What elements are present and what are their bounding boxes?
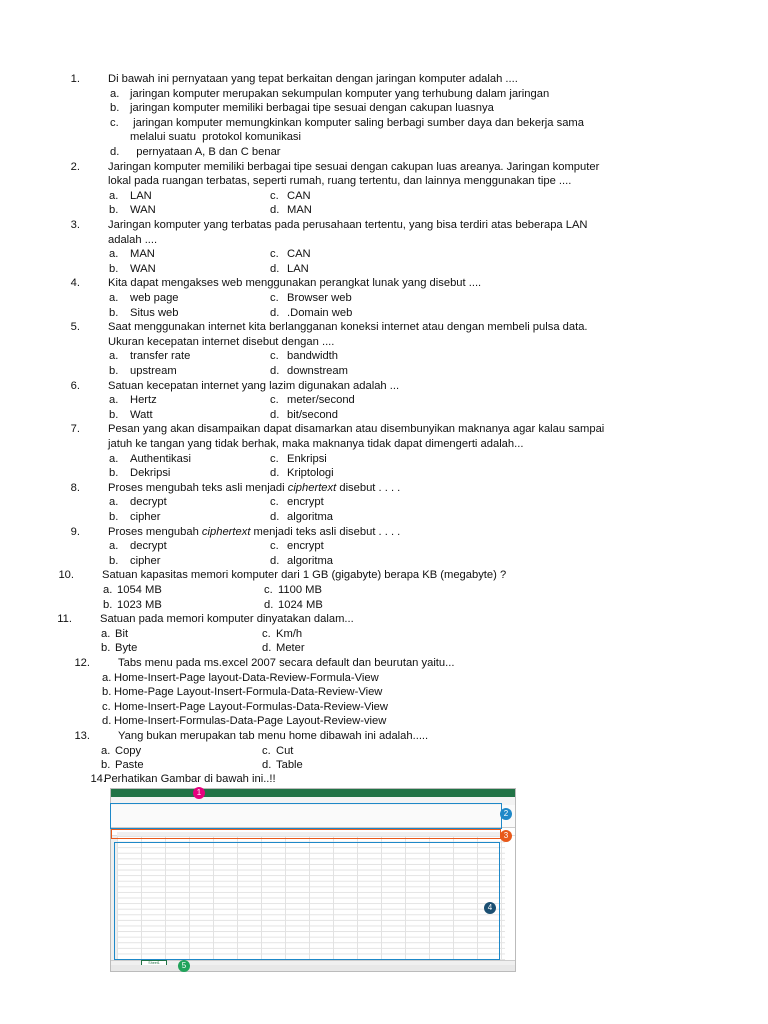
option-text: Situs web	[130, 306, 179, 319]
question-text: Satuan kapasitas memori komputer dari 1 GB (gigabyte) berapa KB (megabyte) ?	[102, 569, 507, 582]
option-letter: a.	[101, 744, 111, 757]
option-text: Kriptologi	[287, 467, 334, 480]
question-text: Jaringan komputer memiliki berbagai tipe sesuai dengan cakupan luas areanya. Jaringan komputer	[108, 160, 600, 173]
badge-5: 5	[178, 960, 190, 972]
question-text: Kita dapat mengakses web menggunakan perangkat lunak yang disebut ....	[108, 277, 482, 290]
question-number: 4.	[70, 277, 80, 290]
option-text: transfer rate	[130, 350, 191, 363]
option-text: CAN	[287, 189, 311, 202]
option-letter: a.	[109, 248, 119, 261]
option-text: melalui suatu protokol komunikasi	[130, 131, 302, 144]
option-letter: c.	[270, 248, 279, 261]
option-letter: c.	[262, 627, 271, 640]
option-text: MAN	[287, 204, 312, 217]
excel-sheet-tab: Sheet1	[141, 960, 167, 967]
question-text: Ukuran kecepatan internet disebut dengan ....	[108, 335, 335, 348]
question-text: Perhatikan Gambar di bawah ini..!!	[104, 773, 276, 785]
option-letter: a.	[109, 189, 119, 202]
option-letter: c.	[270, 292, 279, 304]
option-text: CAN	[287, 248, 311, 261]
option-letter: b.	[109, 306, 119, 319]
option-text: decrypt	[130, 540, 167, 553]
option-text: Km/h	[276, 627, 303, 640]
option-text: encrypt	[287, 496, 324, 509]
option-letter: c.	[262, 744, 271, 757]
option-letter: c.	[270, 189, 279, 202]
option-letter: d.	[270, 467, 280, 480]
option-text: jaringan komputer merupakan sekumpulan komputer yang terhubung dalam jaringan	[130, 87, 550, 100]
option-text: 1024 MB	[278, 598, 323, 611]
option-letter: d.	[262, 642, 272, 655]
option-letter: b.	[109, 467, 119, 480]
question-text: Tabs menu pada ms.excel 2007 secara default dan beurutan yaitu...	[118, 657, 455, 669]
option-letter: a.	[109, 350, 119, 363]
option-text: Bit	[115, 627, 129, 640]
option-text: Byte	[115, 642, 138, 655]
badge-1: 1	[193, 787, 205, 799]
highlight-formula-bar	[111, 829, 501, 839]
question-number: 5.	[70, 321, 80, 334]
option-letter: d.	[270, 306, 280, 319]
option-letter: c.	[270, 452, 279, 465]
option-text: upstream	[130, 365, 177, 377]
option-letter: b.	[109, 408, 119, 421]
option-letter: d.	[270, 365, 280, 377]
option-letter: a.	[109, 452, 119, 465]
badge-3: 3	[500, 830, 512, 842]
option-text: LAN	[287, 262, 309, 275]
question-text: Satuan kecepatan internet yang lazim digunakan adalah ...	[108, 379, 400, 392]
badge-2: 2	[500, 808, 512, 820]
question-number: 11.	[57, 613, 72, 626]
option-letter: b.	[110, 102, 120, 115]
option-letter: d.	[262, 759, 272, 772]
option-text: WAN	[130, 262, 156, 275]
option-letter: b.	[109, 204, 119, 217]
option-letter: d.	[102, 715, 112, 728]
question-number: 3.	[70, 219, 80, 231]
option-text: 1054 MB	[117, 584, 162, 596]
option-text: decrypt	[130, 496, 167, 509]
option-letter: b.	[101, 759, 111, 772]
option-letter: a.	[109, 540, 119, 553]
option-text: Copy	[115, 744, 142, 757]
option-text: Watt	[130, 408, 153, 421]
option-text: WAN	[130, 204, 156, 217]
option-text: bandwidth	[287, 350, 339, 363]
option-text: cipher	[130, 511, 161, 523]
option-letter: a.	[109, 496, 119, 509]
option-text: Paste	[115, 759, 144, 772]
option-text: .Domain web	[287, 306, 353, 319]
option-text: Browser web	[287, 292, 352, 304]
option-letter: a.	[103, 584, 113, 596]
option-letter: d.	[264, 598, 274, 611]
question-number: 10.	[58, 569, 74, 582]
option-letter: c.	[110, 116, 119, 129]
excel-title-bar	[111, 789, 515, 797]
option-letter: c.	[102, 700, 111, 713]
option-text: bit/second	[287, 408, 338, 421]
option-letter: c.	[270, 350, 279, 363]
question-text: Yang bukan merupakan tab menu home dibawah ini adalah.....	[118, 730, 429, 742]
option-text: jaringan komputer memungkinkan komputer saling berbagi sumber daya dan bekerja sama	[130, 116, 584, 129]
question-text: Proses mengubah teks asli menjadi ciphertext disebut . . . .	[108, 481, 401, 494]
option-letter: d.	[110, 146, 120, 158]
option-text: Dekripsi	[130, 467, 171, 480]
option-text: meter/second	[287, 394, 355, 407]
option-text: LAN	[130, 189, 152, 202]
question-text: Satuan pada memori komputer dinyatakan dalam...	[100, 613, 354, 626]
option-text: Enkripsi	[287, 452, 327, 465]
question-text: lokal pada ruangan terbatas, seperti rumah, ruang tertentu, dan lainnya menggunakan tipe ....	[108, 175, 572, 188]
question-number: 2.	[70, 160, 80, 173]
option-letter: a.	[110, 87, 120, 100]
badge-4: 4	[484, 902, 496, 914]
option-text: encrypt	[287, 540, 324, 553]
question-text: jatuh ke tangan yang tidak berhak, maka maknanya tidak dapat dimengerti adalah...	[108, 438, 524, 450]
highlight-ribbon	[110, 803, 502, 829]
option-text: 1100 MB	[278, 584, 322, 596]
option-letter: b.	[109, 511, 119, 523]
option-letter: b.	[109, 262, 119, 275]
option-text: algoritma	[287, 554, 334, 567]
question-number: 1.	[70, 73, 80, 85]
question-number: 13.	[74, 730, 90, 742]
question-number: 12.	[74, 657, 90, 669]
option-text: Hertz	[130, 394, 157, 407]
question-text: Proses mengubah ciphertext menjadi teks asli disebut . . . .	[108, 525, 401, 538]
option-text: Cut	[276, 744, 294, 757]
question-text: Di bawah ini pernyataan yang tepat berkaitan dengan jaringan komputer adalah ....	[108, 73, 518, 85]
option-letter: c.	[270, 540, 279, 553]
option-text: algoritma	[287, 511, 334, 523]
option-text: MAN	[130, 248, 155, 261]
option-letter: c.	[270, 394, 279, 407]
option-letter: a.	[109, 292, 119, 304]
question-text: Saat menggunakan internet kita berlangganan koneksi internet atau dengan membeli pulsa data.	[108, 321, 588, 334]
option-text: pernyataan A, B dan C benar	[130, 146, 281, 158]
option-text: Home-Insert-Page layout-Data-Review-Formula-View	[114, 671, 379, 684]
option-text: cipher	[130, 554, 161, 567]
question-number: 8.	[70, 481, 80, 494]
option-letter: a.	[101, 627, 111, 640]
question-number: 6.	[70, 379, 80, 392]
question-number: 14.	[90, 773, 106, 785]
option-letter: d.	[270, 204, 280, 217]
option-letter: d.	[270, 511, 280, 523]
option-letter: d.	[270, 262, 280, 275]
option-text: jaringan komputer memiliki berbagai tipe sesuai dengan cakupan luasnya	[130, 102, 494, 115]
option-text: 1023 MB	[117, 598, 162, 611]
option-text: Home-Insert-Page Layout-Formulas-Data-Review-View	[114, 700, 388, 713]
option-letter: c.	[264, 584, 273, 596]
option-text: Table	[276, 759, 303, 772]
option-text: web page	[130, 292, 179, 304]
option-letter: a.	[102, 671, 112, 684]
question-text: Pesan yang akan disampaikan dapat disamarkan atau disembunyikan maknanya agar kalau sampai	[108, 423, 605, 436]
option-letter: b.	[101, 642, 111, 655]
option-text: Meter	[276, 642, 305, 655]
question-number: 9.	[70, 525, 80, 538]
option-letter: a.	[109, 394, 119, 407]
option-letter: c.	[270, 496, 279, 509]
highlight-worksheet	[114, 842, 500, 960]
option-letter: d.	[270, 554, 280, 567]
option-letter: b.	[103, 598, 113, 611]
option-text: Home-Page Layout-Insert-Formula-Data-Review-View	[114, 686, 383, 699]
option-text: downstream	[287, 365, 348, 377]
option-text: Authentikasi	[130, 452, 191, 465]
excel-status-bar	[111, 965, 515, 971]
option-letter: b.	[109, 365, 119, 377]
option-letter: d.	[270, 408, 280, 421]
question-text: adalah ....	[108, 233, 158, 246]
option-text: Home-Insert-Formulas-Data-Page Layout-Review-view	[114, 715, 387, 728]
option-letter: b.	[109, 554, 119, 567]
question-text: Jaringan komputer yang terbatas pada perusahaan tertentu, yang bisa terdiri atas beberapa LAN	[108, 219, 588, 231]
question-number: 7.	[70, 423, 80, 436]
option-letter: b.	[102, 686, 112, 699]
